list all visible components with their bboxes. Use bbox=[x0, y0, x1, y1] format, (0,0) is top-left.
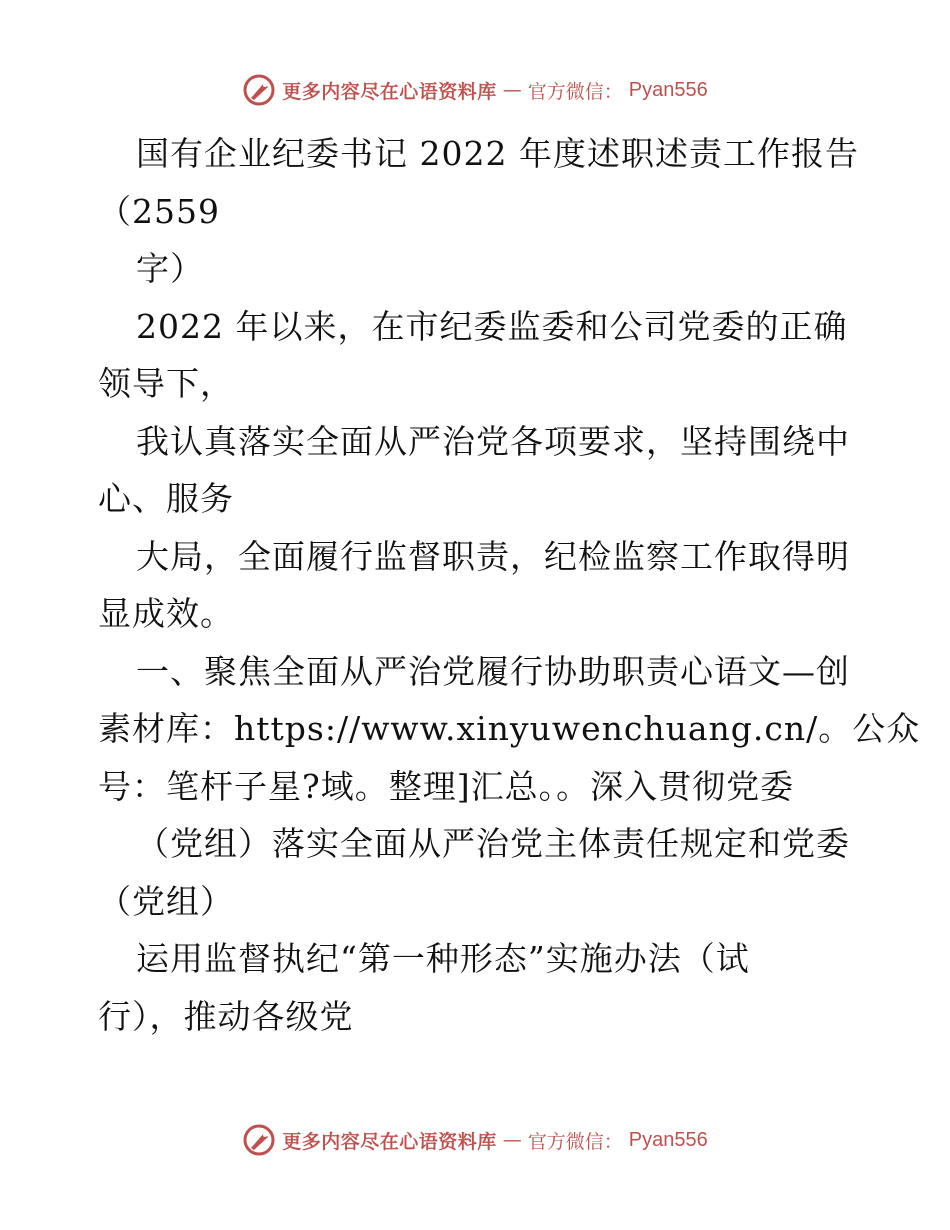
doc-line: 显成效。 bbox=[98, 594, 234, 633]
footer-brand-text: 更多内容尽在心语资料库 bbox=[282, 1130, 497, 1153]
footer-banner bbox=[0, 1120, 950, 1160]
doc-title: 国有企业纪委书记 2022 年度述职述责工作报告 bbox=[136, 134, 859, 173]
doc-line: 2022 年以来，在市纪委监委和公司党委的正确 bbox=[136, 306, 848, 346]
doc-line: 行），推动各级党 bbox=[98, 996, 354, 1036]
doc-line: 心、服务 bbox=[98, 479, 234, 518]
header-banner bbox=[0, 70, 950, 110]
pen-nib-logo-icon bbox=[242, 73, 276, 107]
header-wechat-id: Pyan556 bbox=[628, 78, 708, 101]
doc-line: 我认真落实全面从严治党各项要求，坚持围绕中 bbox=[136, 421, 850, 461]
header-brand-text: 更多内容尽在心语资料库 bbox=[282, 80, 497, 103]
doc-section-heading: 一、聚焦全面从严治党履行协助职责心语文—创 bbox=[136, 651, 850, 691]
footer-wechat-label: 官方微信： bbox=[527, 1130, 623, 1153]
doc-line: 大局，全面履行监督职责，纪检监察工作取得明 bbox=[136, 536, 850, 576]
footer-wechat-id: Pyan556 bbox=[628, 1128, 708, 1151]
header-wechat-label: 官方微信： bbox=[527, 80, 623, 103]
doc-line: 领导下， bbox=[98, 364, 234, 403]
doc-line: 号：笔杆子星?域。整理]汇总。。深入贯彻党委 bbox=[98, 766, 795, 806]
document-body bbox=[98, 125, 921, 1045]
doc-line: （2559 bbox=[98, 191, 220, 231]
doc-line: （党组） bbox=[98, 881, 234, 921]
doc-line: 素材库：https://www.xinyuwenchuang.cn/。公众 bbox=[98, 709, 921, 748]
header-separator: — bbox=[502, 79, 522, 101]
doc-line: 运用监督执纪“第一种形态”实施办法（试 bbox=[136, 939, 750, 978]
doc-line: 字） bbox=[136, 249, 204, 288]
pen-nib-logo-icon bbox=[242, 1123, 276, 1157]
footer-separator: — bbox=[502, 1129, 522, 1151]
doc-line: （党组）落实全面从严治党主体责任规定和党委 bbox=[136, 824, 850, 863]
